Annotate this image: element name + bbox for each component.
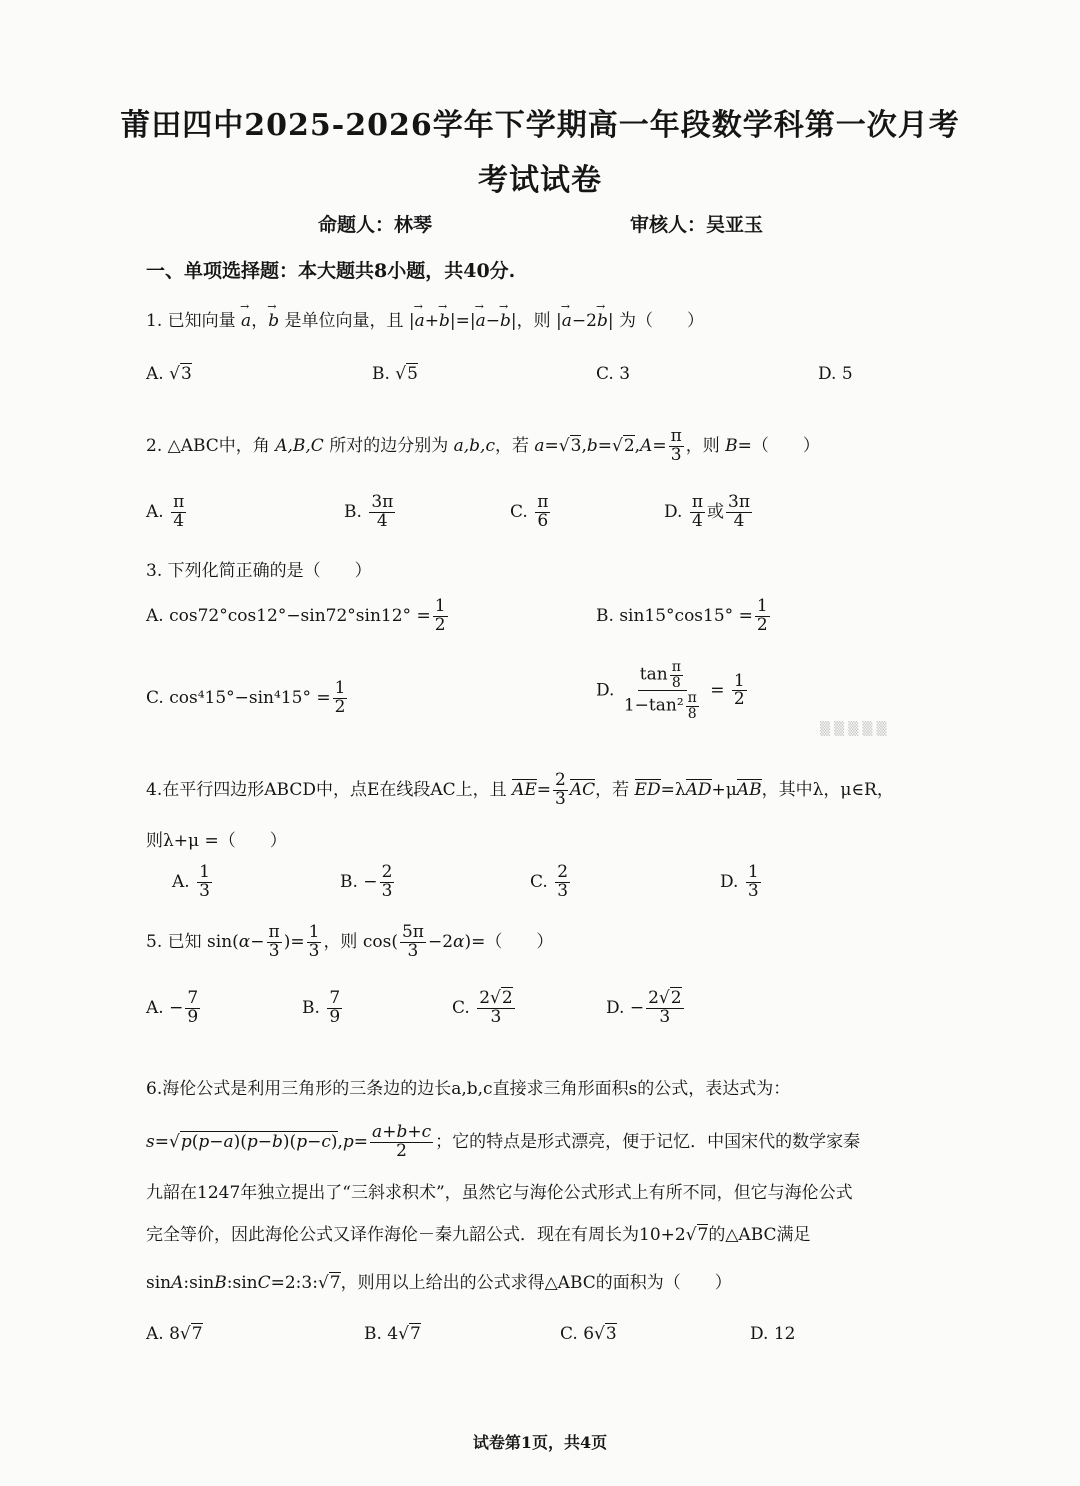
- q6-option-a: A. 8√7: [146, 1324, 203, 1344]
- section-heading: 一、单项选择题：本大题共8小题，共40分.: [146, 260, 516, 282]
- exam-subtitle: 考试试卷: [478, 163, 602, 198]
- question-6-line2: s=√p(p−a)(p−b)(p−c),p= $\frac{a+b+c}{2}$ ；它的特点是形式漂亮，便于记忆．中国宋代的数学家秦: [146, 1122, 861, 1161]
- q3-option-b: B. sin15°cos15° = $\frac{1}{2}$: [596, 596, 768, 635]
- q5-option-a: A. − $\frac{7}{9}$: [146, 988, 199, 1027]
- q1-option-c: C. 3: [596, 364, 631, 384]
- question-3: 3. 下列化简正确的是（ ）: [146, 561, 372, 581]
- q5-option-d: D. − $\frac{2√2}{3}$: [606, 988, 682, 1027]
- question-number: 2.: [146, 435, 163, 456]
- q2-option-b: B. $\frac{3\pi}{4}$: [344, 492, 394, 531]
- question-4-line2: 则λ+μ =（ ）: [146, 831, 287, 851]
- question-number: 1.: [146, 311, 163, 331]
- q2-option-c: C. $\frac{\pi}{6}$: [510, 492, 549, 531]
- show-through-text: ▒ ▒ ▒ ▒ ▒: [820, 722, 887, 737]
- formula: |→ a−2→ b|: [556, 311, 614, 331]
- q4-option-a: A. $\frac{1}{3}$: [172, 862, 210, 901]
- question-number: 5.: [146, 931, 163, 952]
- q4-option-d: D. $\frac{1}{3}$: [720, 862, 759, 901]
- question-6: 6.海伦公式是利用三角形的三条边的边长a,b,c直接求三角形面积s的公式，表达式为：: [146, 1079, 791, 1099]
- q6-option-c: C. 6√3: [560, 1324, 617, 1344]
- question-number: 6.: [146, 1079, 163, 1099]
- q1-option-a: A. √3: [146, 364, 192, 384]
- question-1: 1. 已知向量 → a，→ b 是单位向量，且 |→ a+→ b|=|→ a−→ b|，则 |→ a−2→ b| 为（ ）: [146, 306, 704, 331]
- question-6-line3: 九韶在1247年独立提出了“三斜求积术”，虽然它与海伦公式形式上有所不同，但它与海伦公式: [146, 1183, 853, 1203]
- q3-option-c: C. cos⁴15°−sin⁴15° = $\frac{1}{2}$: [146, 678, 346, 717]
- page-footer: 试卷第1页，共4页: [472, 1433, 608, 1452]
- q6-option-b: B. 4√7: [364, 1324, 421, 1344]
- q2-option-d: D. $\frac{\pi}{4}$ 或 $\frac{3\pi}{4}$: [664, 492, 751, 531]
- reviewer-label: 审核人：吴亚玉: [630, 214, 764, 236]
- q2-option-a: A. $\frac{\pi}{4}$: [146, 492, 185, 531]
- question-number: 4.: [146, 779, 163, 800]
- q5-option-c: C. $\frac{2√2}{3}$: [452, 988, 513, 1027]
- setter-label: 命题人：林琴: [318, 214, 433, 236]
- q4-option-b: B. − $\frac{2}{3}$: [340, 862, 393, 901]
- q5-option-b: B. $\frac{7}{9}$: [302, 988, 341, 1027]
- question-2: 2. △ABC中，角 A,B,C 所对的边分别为 a,b,c，若 a=√3,b=√2,A= $\frac{\pi}{3}$ ，则 B=（ ）: [146, 426, 820, 465]
- q6-option-d: D. 12: [750, 1324, 796, 1344]
- exam-title: 莆田四中2025-2026学年下学期高一年段数学科第一次月考: [120, 108, 960, 143]
- question-6-line5: sinA:sinB:sinC=2:3:√7，则用以上给出的公式求得△ABC的面积为（ ）: [146, 1273, 732, 1293]
- formula: |→ a+→ b|=|→ a−→ b|: [409, 311, 517, 331]
- question-5: 5. 已知 sin(α− $\frac{\pi}{3}$ )= $\frac{1}{3}$ ，则 cos( $\frac{5\pi}{3}$ −2α)=（ ）: [146, 922, 554, 961]
- q3-option-d: D. tan $\frac{\pi}{8}$ 1−tan² $\frac{\pi}{8}$ = $\frac{1}{2}$: [596, 659, 745, 723]
- question-4: 4.在平行四边形ABCD中，点E在线段AC上，且 AE= $\frac{2}{3}$ AC，若 ED=λAD+μAB，其中λ，μ∈R，: [146, 770, 894, 809]
- question-number: 3.: [146, 561, 163, 581]
- question-6-line4: 完全等价，因此海伦公式又译作海伦－秦九韶公式．现在有周长为10+2√7的△ABC满足: [146, 1225, 811, 1245]
- q1-option-b: B. √5: [372, 364, 418, 384]
- q3-option-a: A. cos72°cos12°−sin72°sin12° = $\frac{1}{2}$: [146, 596, 446, 635]
- q1-option-d: D. 5: [818, 364, 853, 384]
- q4-option-c: C. $\frac{2}{3}$: [530, 862, 569, 901]
